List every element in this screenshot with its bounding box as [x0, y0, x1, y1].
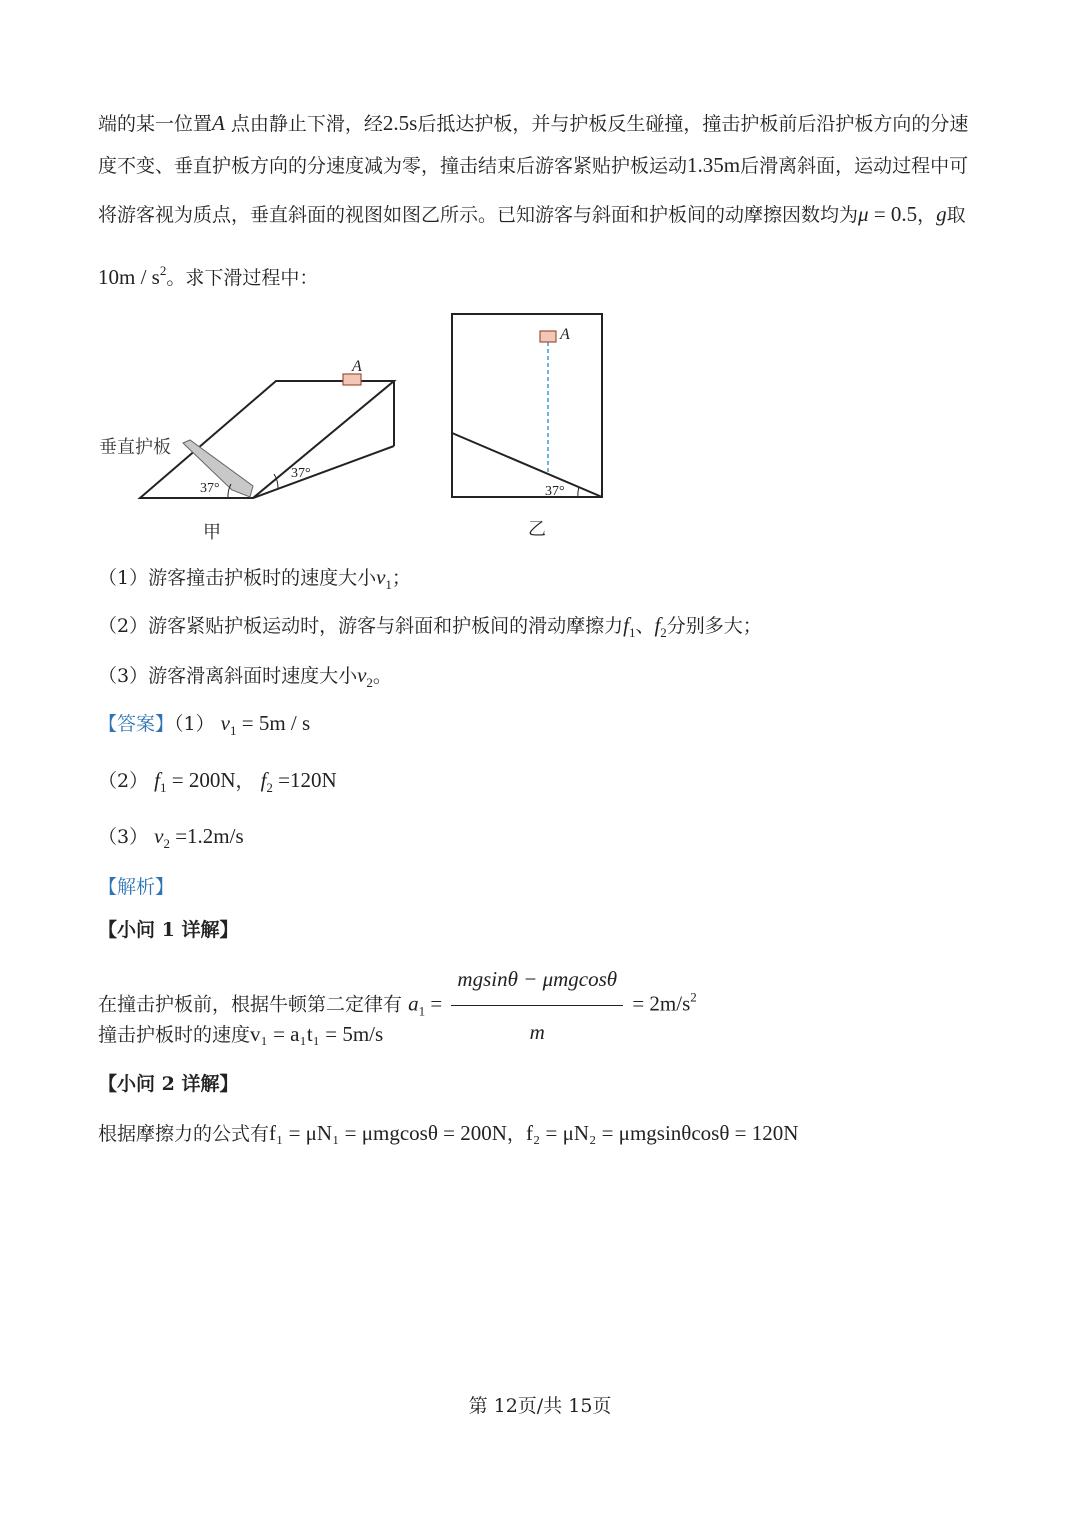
angle-arc-2	[274, 474, 278, 489]
figure-yi-caption: 乙	[528, 519, 546, 540]
answer-1: 【答案】（1） $v_1 = 5m / s$	[98, 711, 311, 738]
question-3: （3）游客滑离斜面时速度大小$v_2$。	[98, 663, 392, 690]
page-footer: 第 12页/共 15页	[468, 1395, 612, 1417]
block-a	[540, 331, 556, 342]
angle-label-1: 37°	[200, 481, 220, 496]
analysis-1-line-1: 在撞击护板前，根据牛顿第二定律有 $a_1$ = $\frac{\text{mgsinθ − μmgcosθ}}{m}$ = $2m/s^2$	[98, 955, 697, 1056]
incline-base-edge	[253, 446, 394, 498]
problem-line-4: $10m / s^2$。求下滑过程中：	[98, 263, 319, 289]
angle-arc	[578, 487, 579, 497]
angle-label: 37°	[545, 484, 565, 499]
angle-label-2: 37°	[291, 466, 311, 481]
problem-line-1: 端的某一位置A 点由静止下滑，经2.5s后抵达护板，并与护板反生碰撞，撞击护板前后沿护板方向的分速	[98, 111, 969, 135]
analysis-2-line-1: 根据摩擦力的公式有f₁ = μN₁ = μmgcosθ = 200N，f₂ = μN₂ = μmgsinθcosθ = 120N	[98, 1121, 799, 1145]
problem-line-3: 将游客视为质点，垂直斜面的视图如图乙所示。已知游客与斜面和护板间的动摩擦因数均为μ = 0.5，g取	[98, 202, 966, 226]
figure-jia-caption: 甲	[203, 522, 221, 543]
analysis-label: 【解析】	[98, 876, 175, 898]
block-a	[343, 374, 361, 385]
problem-line-2: 度不变、垂直护板方向的分速度减为零，撞击结束后游客紧贴护板运动1.35m后滑离斜面，运动过程中可	[98, 153, 969, 177]
answer-3: （3） $v_2 =1.2m/s$	[98, 824, 244, 851]
analysis-1-line-2: 撞击护板时的速度v₁ = a₁t₁ = 5m/s	[98, 1022, 384, 1046]
figure-yi	[440, 305, 620, 510]
question-2: （2）游客紧贴护板运动时，游客与斜面和护板间的滑动摩擦力$f_1$、$f_2$分别多大；	[98, 613, 762, 640]
answer-label: 【答案】	[98, 713, 175, 735]
guard-plate-line	[452, 433, 602, 497]
incline-front-face	[140, 381, 394, 498]
block-a-label: A	[560, 326, 570, 343]
block-a-label: A	[352, 358, 362, 375]
subquestion-1-title: 【小问 1 详解】	[98, 919, 239, 941]
subquestion-2-title: 【小问 2 详解】	[98, 1073, 239, 1095]
incline-top-view	[452, 314, 602, 497]
plate-label: 垂直护板	[99, 437, 171, 458]
acceleration-fraction: $\frac{\text{mgsinθ − μmgcosθ}}{m}$	[451, 955, 623, 1056]
question-1: （1）游客撞击护板时的速度大小$v_1$；	[98, 565, 411, 592]
answer-2: （2） $f_1 = 200N$， $f_2 =120N$	[98, 768, 337, 795]
